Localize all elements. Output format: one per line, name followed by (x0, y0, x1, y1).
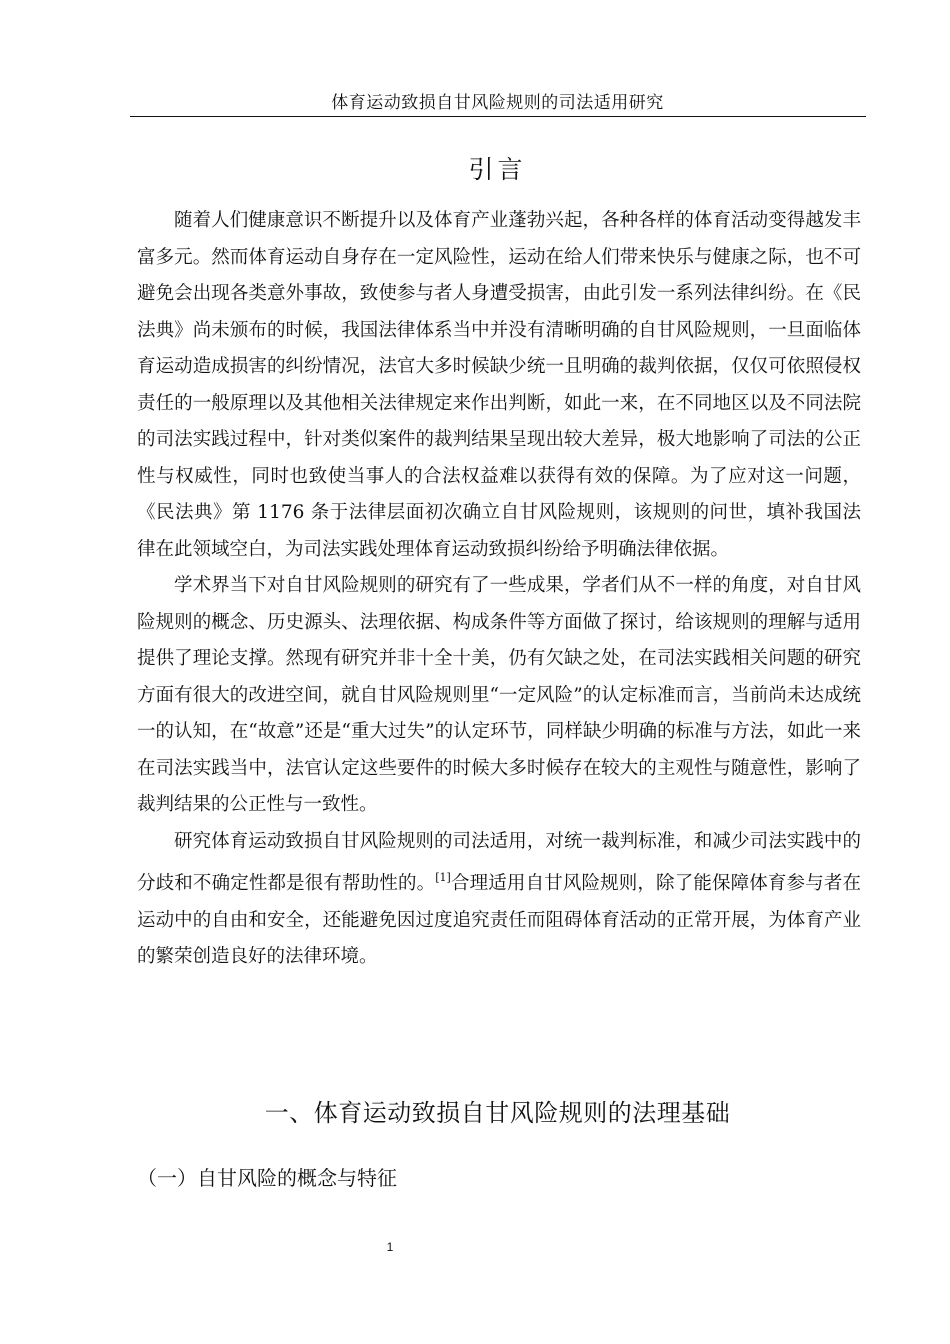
running-header: 体育运动致损自甘风险规则的司法适用研究 (331, 93, 664, 113)
intro-heading: 引言 (468, 155, 527, 184)
intro-body (137, 203, 861, 976)
page-number: 1 (386, 1240, 394, 1254)
section-heading: 一、体育运动致损自甘风险规则的法理基础 (264, 1099, 731, 1127)
intro-paragraph-3 (137, 824, 861, 976)
citation-marker: [1] (435, 871, 451, 884)
intro-paragraph-3-part-1: 研究体育运动致损自甘风险规则的司法适用，对统一裁判标准，和减少司法实践中的分歧和不确定性都是很有帮助性的。 (137, 830, 861, 894)
header-divider (130, 116, 866, 117)
intro-paragraph-1: 随着人们健康意识不断提升以及体育产业蓬勃兴起，各种各样的体育活动变得越发丰富多元。然而体育运动自身存在一定风险性，运动在给人们带来快乐与健康之际，也不可避免会出现各类意外事故，致使参与者人身遭受损害，由此引发一系列法律纠纷。在《民法典》尚未颁布的时候，我国法律体系当中并没有清晰明确的自甘风险规则，一旦面临体育运动造成损害的纠纷情况，法官大多时候缺少统一且明确的裁判依据，仅仅可依照侵权责任的一般原理以及其他相关法律规定来作出判断，如此一来，在不同地区以及不同法院的司法实践过程中，针对类似案件的裁判结果呈现出较大差异，极大地影响了司法的公正性与权威性，同时也致使当事人的合法权益难以获得有效的保障。为了应对这一问题，《民法典》第 1176 条于法律层面初次确立自甘风险规则，该规则的问世，填补我国法律在此领域空白，为司法实践处理体育运动致损纠纷给予明确法律依据。 (137, 210, 861, 560)
subsection-heading: （一）自甘风险的概念与特征 (137, 1166, 397, 1190)
intro-paragraph-2: 学术界当下对自甘风险规则的研究有了一些成果，学者们从不一样的角度，对自甘风险规则的概念、历史源头、法理依据、构成条件等方面做了探讨，给该规则的理解与适用提供了理论支撑。然现有研究并非十全十美，仍有欠缺之处，在司法实践相关问题的研究方面有很大的改进空间，就自甘风险规则里“一定风险”的认定标准而言，当前尚未达成统一的认知，在“故意”还是“重大过失”的认定环节，同样缺少明确的标准与方法，如此一来在司法实践当中，法官认定这些要件的时候大多时候存在较大的主观性与随意性，影响了裁判结果的公正性与一致性。 (137, 575, 861, 815)
intro-paragraph-3-part-2: 合理适用自甘风险规则，除了能保障体育参与者在运动中的自由和安全，还能避免因过度追究责任而阻碍体育活动的正常开展，为体育产业的繁荣创造良好的法律环境。 (137, 873, 861, 967)
